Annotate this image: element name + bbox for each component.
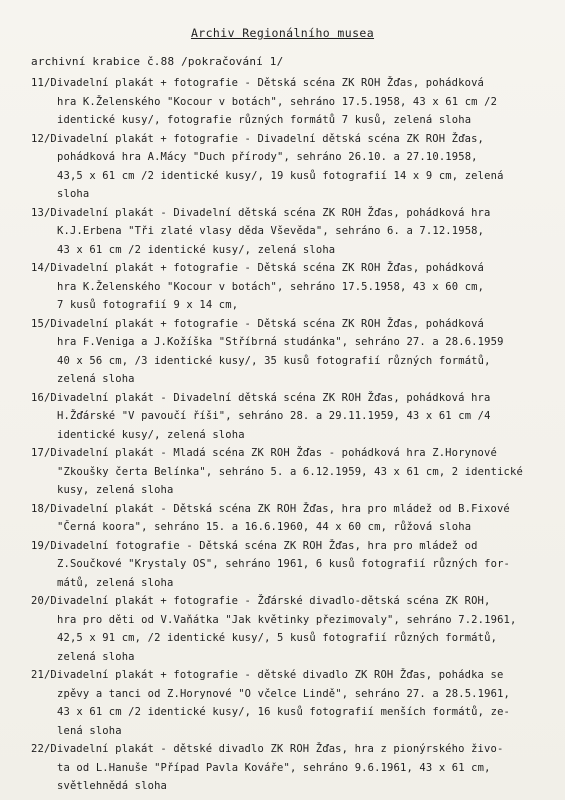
entry-line: 13/Divadelní plakát - Divadelní dětská scéna ZK ROH Žďas, pohádková hra (31, 206, 491, 219)
entry-line: 20/Divadelní plakát + fotografie - Žďárské divadlo-dětská scéna ZK ROH, (31, 595, 491, 607)
entry-line: 40 x 56 cm, /3 identické kusy/, 35 kusů fotografií různých formátů, (57, 354, 491, 367)
entry-line: Z.Součkové "Krystaly OS", sehráno 1961, 6 kusů fotografií různých for- (57, 558, 511, 570)
entry-list (0, 74, 565, 796)
entry-line: hra K.Želenského "Kocour v botách", sehráno 17.5.1958, 43 x 60 cm, (57, 280, 485, 293)
entry-line: 43 x 61 cm /2 identické kusy/, zelená sloha (57, 243, 336, 256)
document-title: Archiv Regionálního musea (190, 26, 375, 40)
entry-line: 42,5 x 91 cm, /2 identické kusy/, 5 kusů fotografií různých formátů, (57, 632, 498, 644)
entry-line: "Zkoušky čerta Belínka", sehráno 5. a 6.12.1959, 43 x 61 cm, 2 identické (57, 465, 523, 478)
archive-entry (0, 444, 565, 500)
entry-line: 18/Divadelní plakát - Dětská scéna ZK ROH Žďas, hra pro mládež od B.Fixové (31, 502, 510, 515)
entry-line: kusy, zelená sloha (57, 484, 174, 496)
entry-line: "Černá koora", sehráno 15. a 16.6.1960, 44 x 60 cm, růžová sloha (57, 521, 472, 533)
entry-line: 22/Divadelní plakát - dětské divadlo ZK ROH Žďas, hra z pionýrského živo- (31, 743, 504, 755)
entry-line: identické kusy/, fotografie různých formátů 7 kusů, zelená sloha (57, 114, 472, 126)
archive-entry (0, 204, 565, 260)
entry-line: mátů, zelená sloha (57, 576, 174, 589)
entry-line: 14/Divadelní plakát + fotografie - Dětská scéna ZK ROH Žďas, pohádková (31, 262, 485, 274)
entry-line: hra F.Veniga a J.Kožíška "Stříbrná studánka", sehráno 27. a 28.6.1959 (57, 336, 504, 348)
entry-line: 12/Divadelní plakát + fotografie - Divadelní dětská scéna ZK ROH Žďas, (31, 132, 485, 145)
archive-entry (0, 130, 565, 204)
entry-line: 43 x 61 cm /2 identické kusy/, 16 kusů fotografií menších formátů, ze- (57, 706, 511, 718)
document-subtitle: archivní krabice č.88 /pokračování 1/ (31, 55, 284, 68)
entry-line: zelená sloha (57, 650, 135, 663)
entry-line: 11/Divadelní plakát + fotografie - Dětská scéna ZK ROH Žďas, pohádková (31, 77, 485, 89)
entry-line: 17/Divadelní plakát - Mladá scéna ZK ROH Žďas - pohádková hra Z.Horynové (31, 447, 497, 459)
entry-line: lená sloha (57, 724, 122, 737)
entry-line: hra pro děti od V.Vaňátka "Jak květinky přezimovaly", sehráno 7.2.1961, (57, 613, 517, 626)
entry-line: 21/Divadelní plakát + fotografie - dětské divadlo ZK ROH Žďas, pohádka se (31, 669, 504, 681)
entry-line: H.Žďárské "V pavoučí říši", sehráno 28. a 29.11.1959, 43 x 61 cm /4 (57, 410, 491, 422)
entry-line: hra K.Želenského "Kocour v botách", sehráno 17.5.1958, 43 x 61 cm /2 (57, 95, 498, 108)
entry-line: 7 kusů fotografií 9 x 14 cm, (57, 299, 239, 311)
archive-entry (0, 592, 565, 666)
entry-line: 15/Divadelní plakát + fotografie - Dětská scéna ZK ROH Žďas, pohádková (31, 317, 485, 330)
archive-entry (0, 537, 565, 593)
entry-line: 43,5 x 61 cm /2 identické kusy/, 19 kusů fotografií 14 x 9 cm, zelená (57, 169, 504, 182)
archive-entry (0, 74, 565, 130)
archive-entry (0, 259, 565, 315)
entry-line: sloha (57, 188, 90, 200)
entry-line: zelená sloha (57, 373, 135, 385)
archive-entry (0, 740, 565, 796)
archive-entry (0, 389, 565, 445)
entry-line: světlehnědá sloha (57, 780, 168, 792)
entry-line: zpěvy a tanci od Z.Horynové "O včelce Lindě", sehráno 27. a 28.5.1961, (57, 687, 511, 700)
archive-entry (0, 315, 565, 389)
entry-line: pohádková hra A.Mácy "Duch přírody", sehráno 26.10. a 27.10.1958, (57, 151, 478, 163)
entry-line: K.J.Erbena "Tři zlaté vlasy děda Vševěda", sehráno 6. a 7.12.1958, (57, 225, 485, 237)
archive-entry (0, 500, 565, 537)
entry-line: 19/Divadelní fotografie - Dětská scéna ZK ROH Žďas, hra pro mládež od (31, 539, 478, 552)
entry-line: 16/Divadelní plakát - Divadelní dětská scéna ZK ROH Žďas, pohádková hra (31, 391, 491, 404)
archive-entry (0, 666, 565, 740)
entry-line: identické kusy/, zelená sloha (57, 428, 245, 441)
entry-line: ta od L.Hanuše "Případ Pavla Kováře", sehráno 9.6.1961, 43 x 61 cm, (57, 761, 491, 774)
